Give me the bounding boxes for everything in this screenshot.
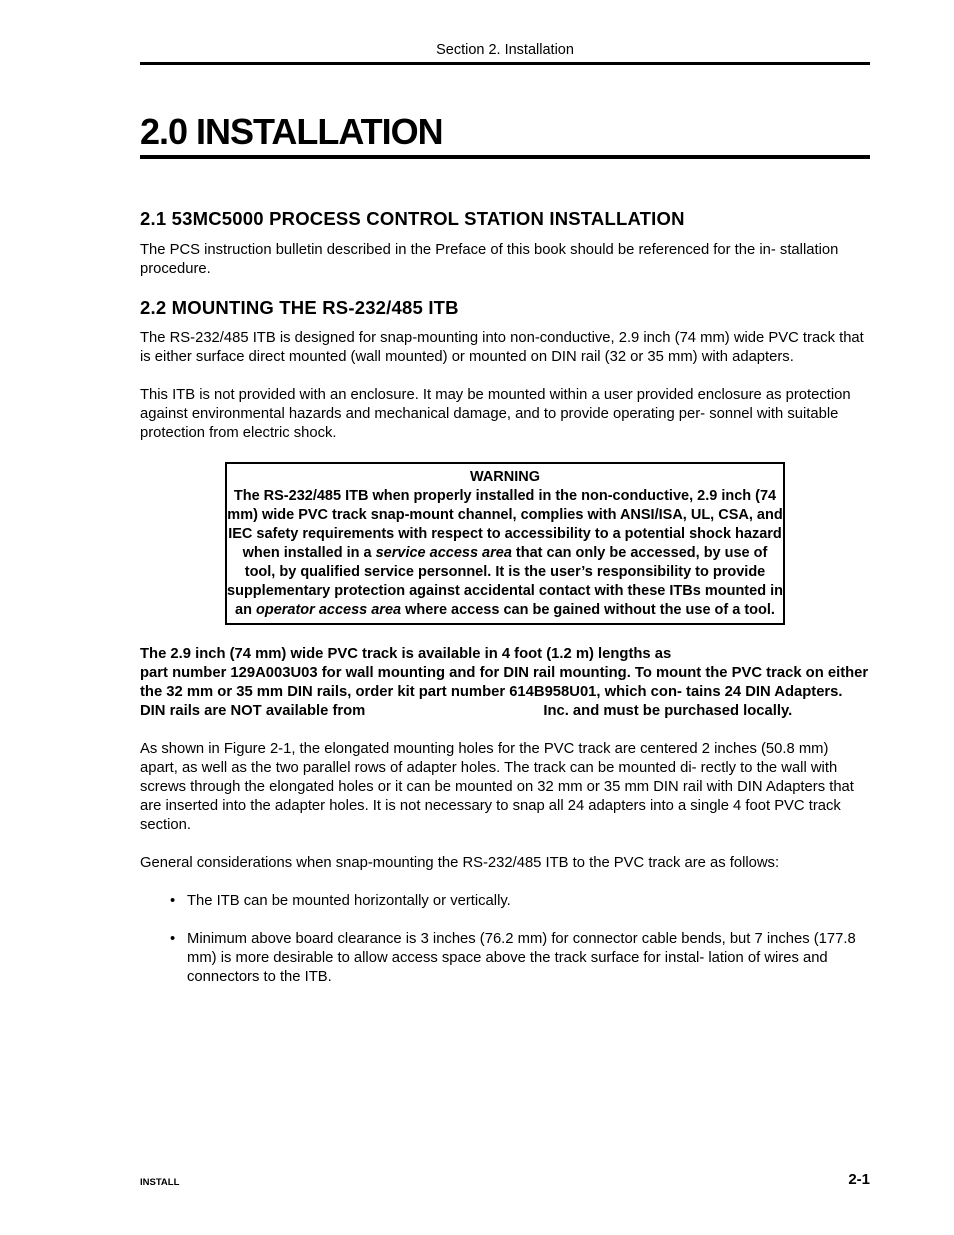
- section-2-2-heading: 2.2 MOUNTING THE RS-232/485 ITB: [140, 297, 459, 318]
- warning-title: WARNING: [469, 469, 541, 485]
- warning-text-part-2: that can only be accessed, by use of tool, by qualified service personnel. It is the user’s responsibility to provide supplementary protection against accidental contact with these ITBs mounted in an: [227, 545, 783, 618]
- section-2-2-paragraph-4: General considerations when snap-mounting the RS-232/485 ITB to the PVC track are as follows:: [140, 855, 780, 871]
- warning-text-part-1: The RS-232/485 ITB when properly installed in the non-conductive, 2.9 inch (74 mm) wide PVC track snap-mount channel, complies with ANSI/ISA, UL, CSA, and IEC safety requirements with respect to accessibility to a potential shock hazard when installed in a: [227, 488, 783, 561]
- header-rule: [140, 62, 870, 65]
- warning-term-service-access-area: service access area: [375, 545, 512, 561]
- pvc-track-ordering-line-1: The 2.9 inch (74 mm) wide PVC track is available in 4 foot (1.2 m) lengths as: [140, 646, 672, 662]
- page-number: 2-1: [848, 1171, 870, 1188]
- warning-text-part-3: where access can be gained without the use of a tool.: [401, 602, 775, 618]
- warning-term-operator-access-area: operator access area: [255, 602, 402, 618]
- section-2-1-heading: 2.1 53MC5000 PROCESS CONTROL STATION INSTALLATION: [140, 208, 685, 229]
- bullet-icon: •: [170, 931, 176, 947]
- bullet-icon: •: [170, 893, 176, 909]
- footer-label: INSTALL: [140, 1177, 180, 1188]
- running-header: Section 2. Installation: [436, 42, 574, 58]
- list-item: [140, 892, 870, 911]
- pvc-track-ordering-paragraph: [140, 645, 870, 721]
- mounting-considerations-list: [140, 892, 870, 987]
- warning-text: [227, 487, 783, 620]
- title-rule: [140, 155, 870, 159]
- section-2-2-paragraph-3: As shown in Figure 2-1, the elongated mounting holes for the PVC track are centered 2 inches (50.8 mm) apart, as well as the two parallel rows of adapter holes. The track can be mounted di- rectly to the wall with screws through the elongated holes or it can be mounted on 32 mm or 35 mm DIN rail with DIN Adapters that are inserted into the adapter holes. It is not necessary to snap all 24 adapters into a single 4 foot PVC track section.: [140, 741, 854, 833]
- pvc-track-ordering-text-end: Inc. and must be purchased locally.: [543, 703, 793, 719]
- list-item: [140, 930, 870, 987]
- section-2-2-paragraph-2: This ITB is not provided with an enclosure. It may be mounted within a user provided enclosure as protection against environmental hazards and mechanical damage, and to provide operating per- sonnel with suitable protection from electric shock.: [140, 387, 851, 441]
- list-item-text: The ITB can be mounted horizontally or vertically.: [187, 893, 511, 909]
- warning-box: [225, 462, 785, 625]
- pvc-track-ordering-text: part number 129A003U03 for wall mounting and for DIN rail mounting. To mount the PVC track on either the 32 mm or 35 mm DIN rails, order kit part number 614B958U01, which con- tains 24 DIN Adapters. DIN rails are NOT available from: [140, 665, 869, 719]
- section-2-1-body: The PCS instruction bulletin described in the Preface of this book should be referenced for the in- stallation procedure.: [140, 242, 839, 277]
- chapter-title: 2.0 INSTALLATION: [140, 111, 443, 152]
- list-item-text: Minimum above board clearance is 3 inches (76.2 mm) for connector cable bends, but 7 inches (177.8 mm) is more desirable to allow access space above the track surface for instal- lation of wires and connectors to the ITB.: [187, 931, 856, 985]
- body-content: [140, 206, 870, 987]
- section-2-2-paragraph-1: The RS-232/485 ITB is designed for snap-mounting into non-conductive, 2.9 inch (74 mm) wide PVC track that is either surface direct mounted (wall mounted) or mounted on DIN rail (32 or 35 mm) with adapters.: [140, 330, 864, 365]
